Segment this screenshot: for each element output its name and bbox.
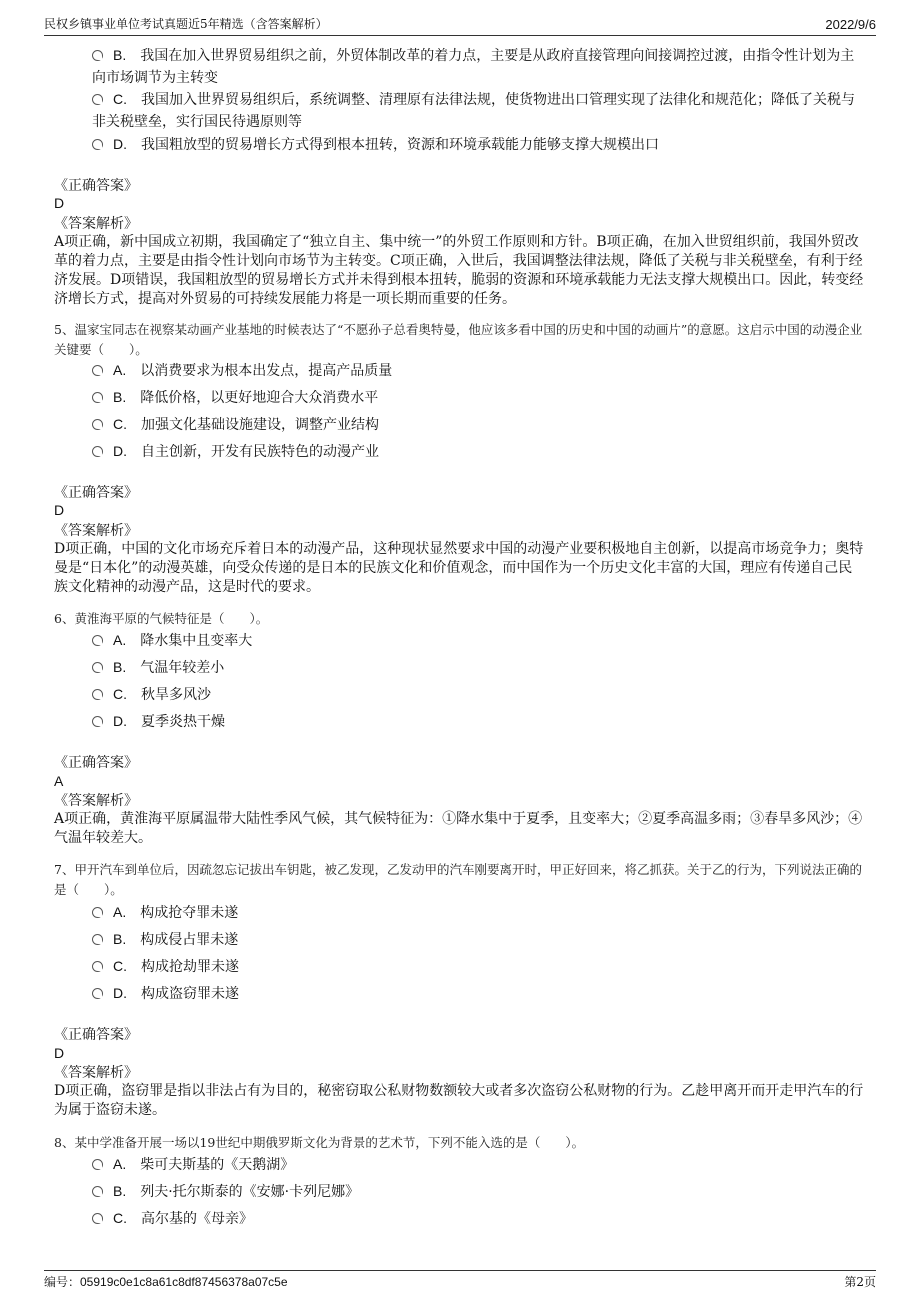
option-q8-b[interactable]: B. 列夫·托尔斯泰的《安娜·卡列尼娜》 bbox=[92, 1180, 862, 1203]
page-number: 第2页 bbox=[844, 1275, 876, 1289]
document-code: 编号：05919c0e1c8a61c8df87456378a07c5e bbox=[44, 1275, 288, 1289]
correct-answer: D bbox=[54, 502, 65, 518]
option-q7-c[interactable]: C. 构成抢劫罪未遂 bbox=[92, 955, 862, 978]
radio-icon[interactable] bbox=[92, 716, 103, 727]
question-8: 8、某中学准备开展一场以19世纪中期俄罗斯文化为背景的艺术节，下列不能入选的是（ ）。 bbox=[54, 1135, 585, 1150]
option-q4-c[interactable]: C. 我国加入世界贸易组织后，系统调整、清理原有法律法规，使货物进出口管理实现了法律化和规范化；降低了关税与非关税壁垒，实行国民待遇原则等 bbox=[92, 91, 855, 130]
option-q7-a[interactable]: A. 构成抢夺罪未遂 bbox=[92, 901, 862, 924]
option-q5-c[interactable]: C. 加强文化基础设施建设，调整产业结构 bbox=[92, 413, 862, 436]
radio-icon[interactable] bbox=[92, 1159, 103, 1170]
option-q5-b[interactable]: B. 降低价格，以更好地迎合大众消费水平 bbox=[92, 386, 862, 409]
radio-icon[interactable] bbox=[92, 1186, 103, 1197]
radio-icon[interactable] bbox=[92, 139, 103, 150]
radio-icon[interactable] bbox=[92, 934, 103, 945]
analysis-text: D项正确，盗窃罪是指以非法占有为目的，秘密窃取公私财物数额较大或者多次盗窃公私财物的行为。乙趁甲离开而开走甲汽车的行为属于盗窃未遂。 bbox=[54, 1083, 864, 1118]
radio-icon[interactable] bbox=[92, 988, 103, 999]
radio-icon[interactable] bbox=[92, 961, 103, 972]
radio-icon[interactable] bbox=[92, 94, 103, 105]
radio-icon[interactable] bbox=[92, 419, 103, 430]
analysis-text: D项正确，中国的文化市场充斥着日本的动漫产品，这种现状显然要求中国的动漫产业要积极地自主创新，以提高市场竞争力；奥特曼是“日本化”的动漫英雄，向受众传递的是日本的民族文化和价值观念，而中国作为一个历史文化丰富的大国，理应有传递自己民族文化精神的动漫产品，这是时代的要求。 bbox=[54, 541, 864, 595]
option-q6-a[interactable]: A. 降水集中且变率大 bbox=[92, 629, 862, 652]
page-footer bbox=[44, 1270, 876, 1293]
header-date: 2022/9/6 bbox=[825, 17, 876, 32]
option-q5-d[interactable]: D. 自主创新，开发有民族特色的动漫产业 bbox=[92, 440, 862, 463]
analysis-label: 《答案解析》 bbox=[54, 793, 138, 809]
correct-answer: D bbox=[54, 1045, 65, 1061]
option-q6-d[interactable]: D. 夏季炎热干燥 bbox=[92, 710, 862, 733]
option-q6-b[interactable]: B. 气温年较差小 bbox=[92, 656, 862, 679]
option-q6-c[interactable]: C. 秋旱多风沙 bbox=[92, 683, 862, 706]
correct-answer-label: 《正确答案》 bbox=[54, 1027, 138, 1043]
correct-answer-label: 《正确答案》 bbox=[54, 485, 138, 501]
option-q4-b[interactable]: B. 我国在加入世界贸易组织之前，外贸体制改革的着力点，主要是从政府直接管理向间接调控过渡，由指令性计划为主向市场调节为主转变 bbox=[92, 47, 855, 86]
option-q5-a[interactable]: A. 以消费要求为根本出发点，提高产品质量 bbox=[92, 359, 862, 382]
analysis-text: A项正确，新中国成立初期，我国确定了“独立自主、集中统一”的外贸工作原则和方针。B项正确，在加入世贸组织前，我国外贸改革的着力点，主要是由指令性计划向市场节为主转变。C项正确，入世后，我国调整法律法规，降低了关税与非关税壁垒，有利于经济发展。D项错误，我国粗放型的贸易增长方式并未得到根本扭转，脆弱的资源和环境承载能力无法支撑大规模出口。因此，转变经济增长方式，提高对外贸易的可持续发展能力将是一项长期而重要的任务。 bbox=[54, 234, 864, 307]
radio-icon[interactable] bbox=[92, 635, 103, 646]
analysis-label: 《答案解析》 bbox=[54, 523, 138, 539]
question-6: 6、黄淮海平原的气候特征是（ ）。 bbox=[54, 611, 269, 626]
radio-icon[interactable] bbox=[92, 689, 103, 700]
option-q8-c[interactable]: C. 高尔基的《母亲》 bbox=[92, 1207, 862, 1230]
option-q4-d[interactable]: D. 我国粗放型的贸易增长方式得到根本扭转，资源和环境承载能力能够支撑大规模出口 bbox=[92, 133, 862, 156]
radio-icon[interactable] bbox=[92, 50, 103, 61]
page-header bbox=[44, 10, 876, 36]
question-5: 5、温家宝同志在视察某动画产业基地的时候表达了“不愿孙子总看奥特曼，他应该多看中国的历史和中国的动画片”的意愿。这启示中国的动漫企业关键要（ ）。 bbox=[54, 322, 863, 357]
correct-answer: A bbox=[54, 773, 64, 789]
option-q7-d[interactable]: D. 构成盗窃罪未遂 bbox=[92, 982, 862, 1005]
correct-answer-label: 《正确答案》 bbox=[54, 178, 138, 194]
radio-icon[interactable] bbox=[92, 1213, 103, 1224]
correct-answer-label: 《正确答案》 bbox=[54, 755, 138, 771]
correct-answer: D bbox=[54, 195, 65, 211]
radio-icon[interactable] bbox=[92, 662, 103, 673]
question-7: 7、甲开汽车到单位后，因疏忽忘记拔出车钥匙，被乙发现，乙发动甲的汽车刚要离开时，甲正好回来，将乙抓获。关于乙的行为，下列说法正确的是（ ）。 bbox=[54, 862, 862, 897]
header-title: 民权乡镇事业单位考试真题近5年精选（含答案解析） bbox=[44, 17, 328, 31]
radio-icon[interactable] bbox=[92, 392, 103, 403]
radio-icon[interactable] bbox=[92, 365, 103, 376]
option-q7-b[interactable]: B. 构成侵占罪未遂 bbox=[92, 928, 862, 951]
option-q8-a[interactable]: A. 柴可夫斯基的《天鹅湖》 bbox=[92, 1153, 862, 1176]
analysis-label: 《答案解析》 bbox=[54, 216, 138, 232]
radio-icon[interactable] bbox=[92, 907, 103, 918]
analysis-label: 《答案解析》 bbox=[54, 1065, 138, 1081]
analysis-text: A项正确，黄淮海平原属温带大陆性季风气候，其气候特征为：①降水集中于夏季，且变率大；②夏季高温多雨；③春旱多风沙；④气温年较差大。 bbox=[54, 811, 863, 846]
radio-icon[interactable] bbox=[92, 446, 103, 457]
